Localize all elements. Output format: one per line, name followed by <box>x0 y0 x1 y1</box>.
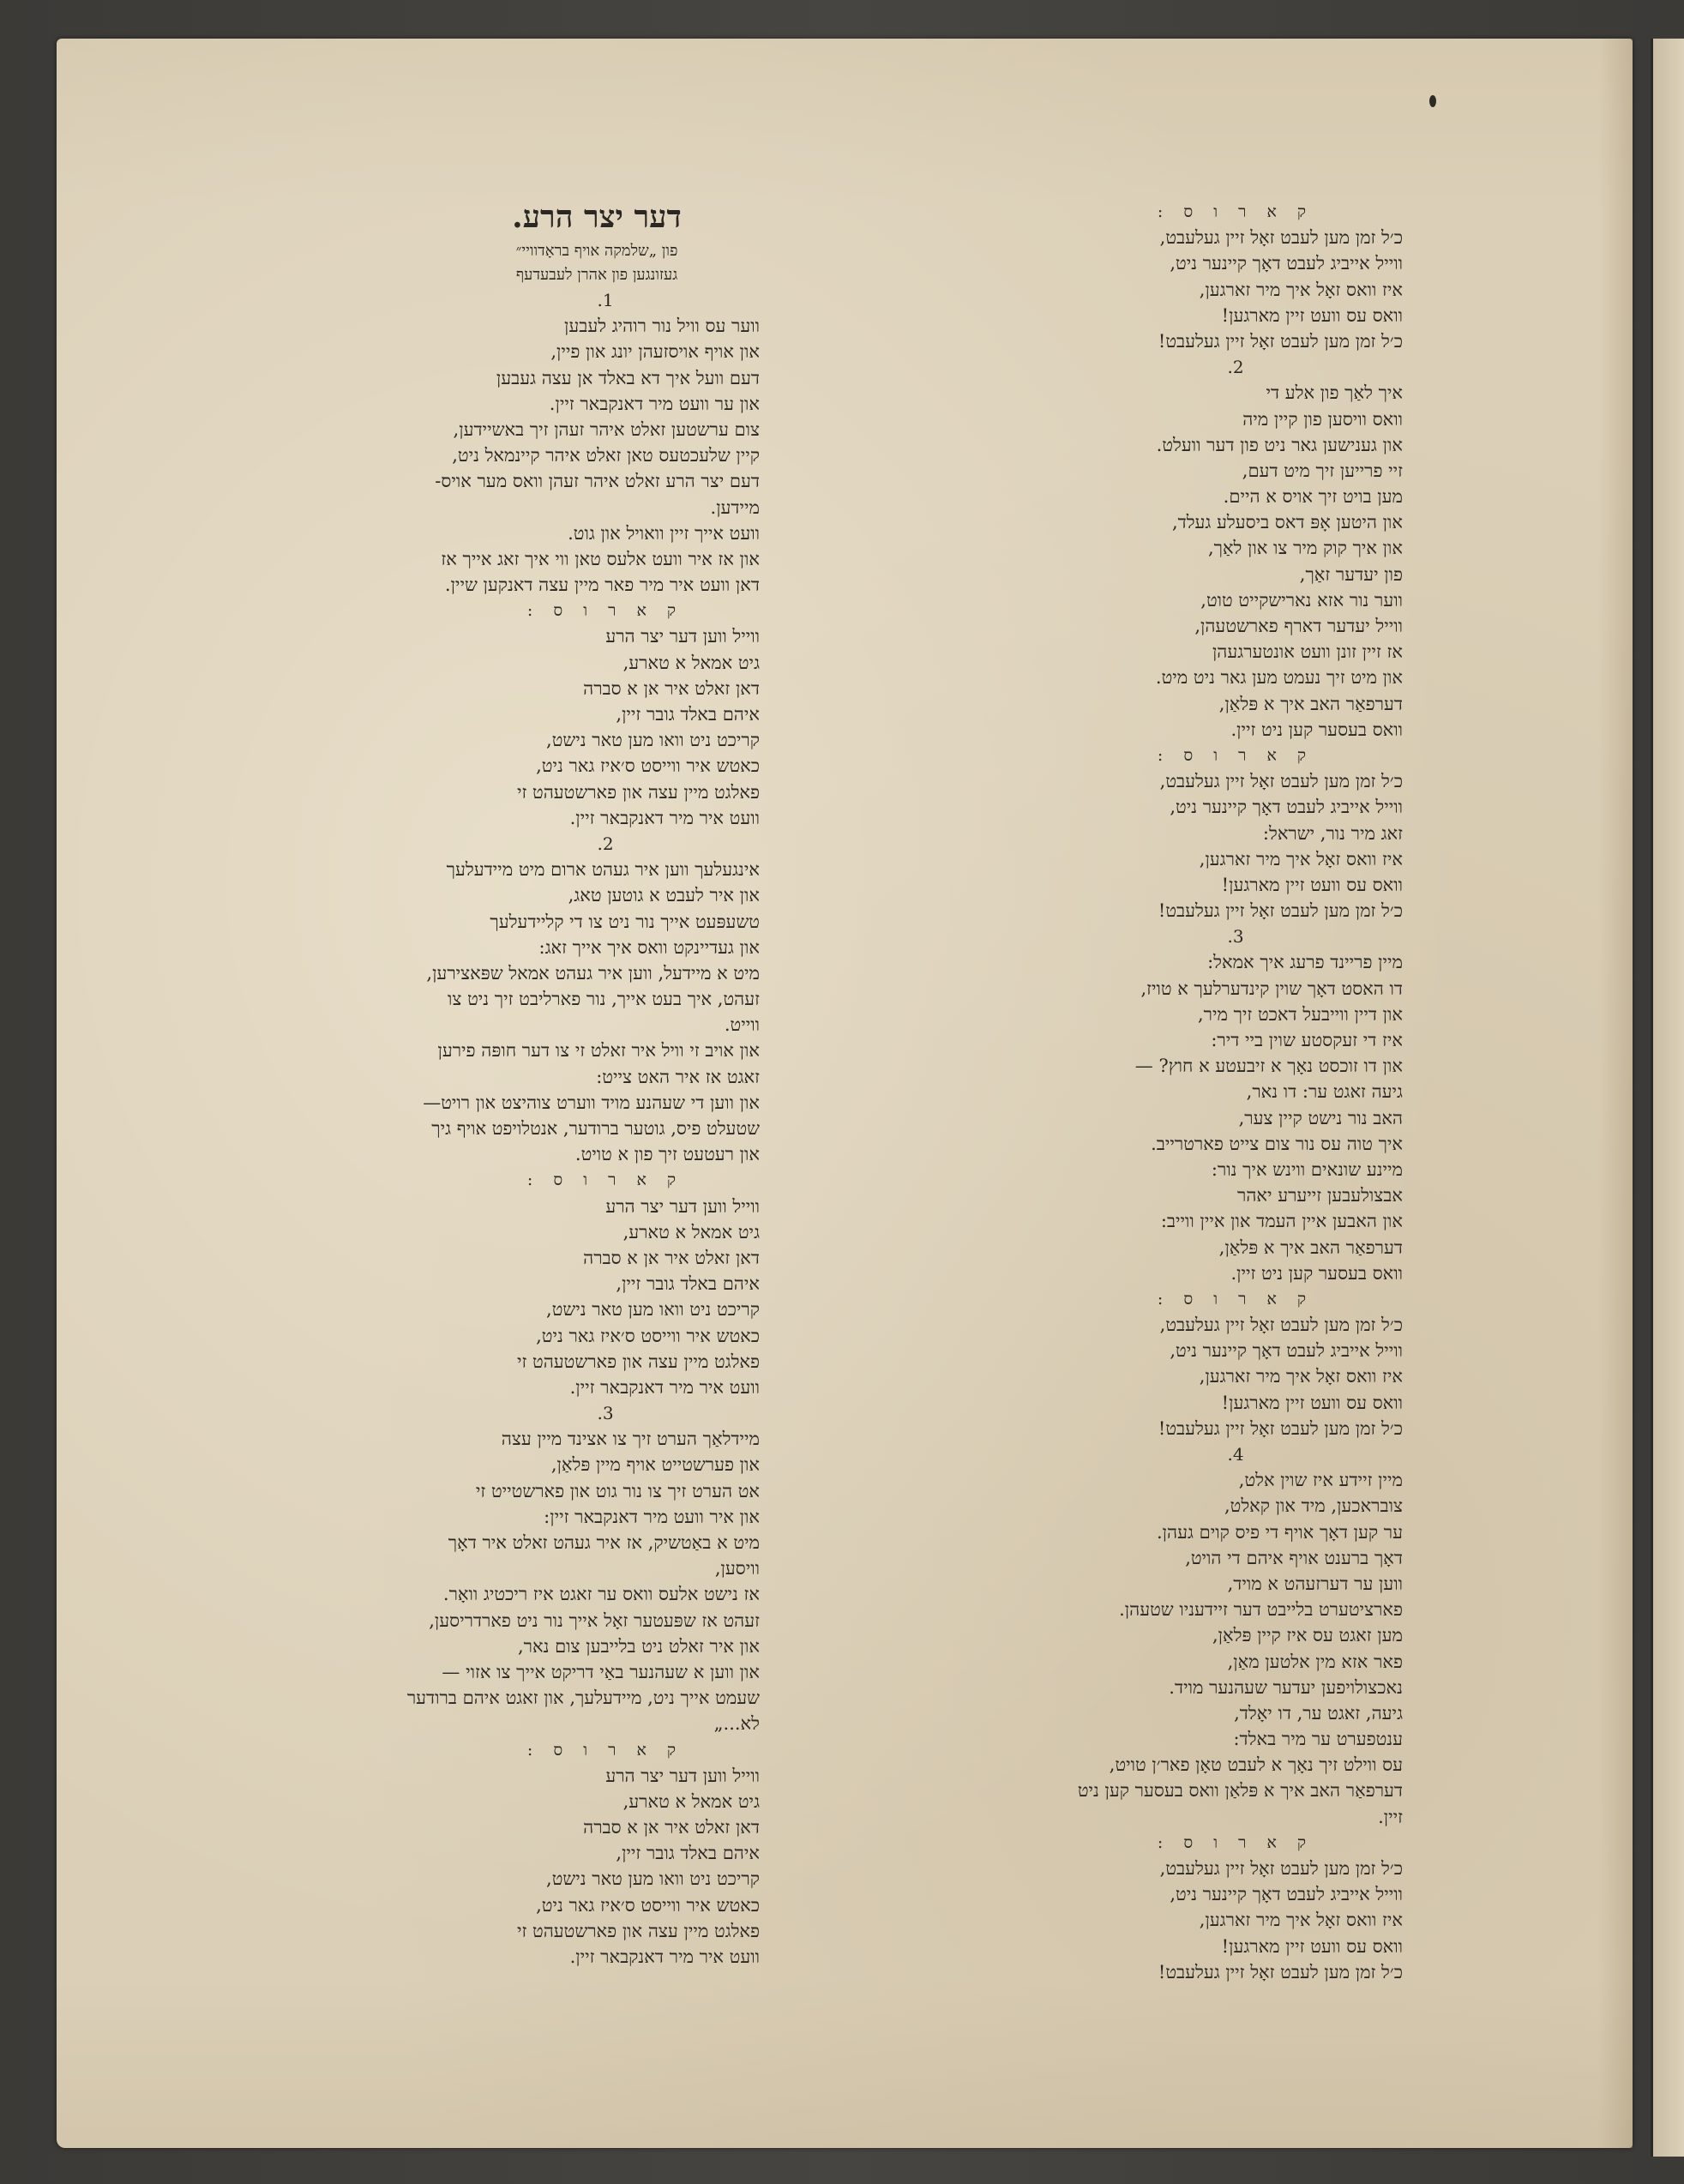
verse-line: כאטש איר ווייסט ס׳איז גאר ניט, <box>536 755 760 777</box>
verse-line: עס ווילט זיך נאָך א לעבט טאָן פאר׳ן טויט, <box>1109 1754 1403 1776</box>
verse-line: וועט איר מיר דאנקבאר זיין. <box>569 1376 760 1398</box>
verse-line: ווען ער דערזעהט א מויד, <box>1227 1573 1403 1594</box>
verse-line: זאג מיר נור, ישראל: <box>1262 822 1403 844</box>
verse-line: דערפאַר האב איך א פּלאַן וואס בעסער קען ניט <box>1077 1780 1403 1802</box>
verse-line: דאן זאלט איר אן א סברה <box>583 677 760 699</box>
verse-line: דערפאַר האב איך א פּלאַן, <box>1218 1236 1403 1258</box>
verse-line: וואס עס וועט זיין מארגען! <box>1221 1392 1403 1413</box>
chorus-heading: ק א ר ו ס : <box>1157 202 1314 221</box>
verse-line: פאלגט מיין עצה און פארשטעהט זי <box>516 1920 760 1941</box>
verse-line: כ׳ל זמן מען לעבט זאָל זיין געלעבט! <box>1158 1961 1403 1982</box>
verse-line: און האבען איין העמד און איין ווייב: <box>1160 1211 1403 1232</box>
verse-line: מיידלאַך הערט זיך צו אצינד מיין עצה <box>501 1429 760 1450</box>
verse-line: איך טוה עס נור צום צייט פארטרייב. <box>1151 1133 1403 1154</box>
verse-line: איז די זעקסטע שוין ביי דיר: <box>1211 1030 1403 1050</box>
verse-line: וועט איר מיר דאנקבאר זיין. <box>569 1946 760 1967</box>
verse-line: גיט אמאל א טארע, <box>622 1790 760 1812</box>
verse-line: כ׳ל זמן מען לעבט זאָל זיין געלעבט, <box>1159 1315 1403 1336</box>
verse-line: און פערשטייט אויף מיין פּלאַן, <box>550 1454 760 1476</box>
verse-line: אט הערט זיך צו נור גוט און פארשטייט זי <box>475 1480 760 1501</box>
verse-line: ווייל אייביג לעבט דאָך קיינער ניט, <box>1170 1340 1403 1362</box>
verse-line: מען זאגט עס איז קיין פּלאַן, <box>1212 1625 1403 1646</box>
verse-line: גיט אמאל א טארע, <box>622 652 760 673</box>
verse-line: פאלגט מיין עצה און פארשטעהט זי <box>516 781 760 803</box>
verse-line: זעהט, איך בעט אייך, נור פארליבט זיך ניט צו <box>448 989 760 1010</box>
verse-line: ווייל ווען דער יצר הרע <box>605 1765 760 1786</box>
verse-line: דערפאַר האב איך א פּלאַן, <box>1218 693 1403 714</box>
verse-line: כאטש איר ווייסט ס׳איז גאר ניט, <box>536 1894 760 1916</box>
verse-line: וואס בעסער קען ניט זיין. <box>1230 1262 1403 1284</box>
verse-line: קיין שלעכטעס טאן זאלט איהר קיינמאל ניט, <box>452 445 760 466</box>
verse-line: איהם באלד גובר זיין, <box>616 1843 760 1864</box>
verse-line: וואס עס וועט זיין מארגען! <box>1221 1935 1403 1957</box>
verse-line: כ׳ל זמן מען לעבט זאָל זיין געלעבט, <box>1159 227 1403 249</box>
chorus-heading: ק א ר ו ס : <box>1157 745 1314 765</box>
verse-line: אינגעלעך ווען איר געהט ארום מיט מיידעלעך <box>446 859 760 881</box>
verse-line: ווייל יעדער דארף פארשטעהן, <box>1194 616 1403 636</box>
verse-line: און איך קוק מיר צו און לאַך, <box>1207 538 1403 559</box>
verse-line: פאר אזא מין אלטען מאַן, <box>1227 1651 1403 1672</box>
verse-line: איז וואס זאָל איך מיר זארגען, <box>1199 279 1403 300</box>
page-hole-mark <box>1429 95 1436 107</box>
verse-line: קריכט ניט וואו מען טאר נישט, <box>546 730 760 751</box>
verse-line: וועט איר מיר דאנקבאר זיין. <box>569 807 760 828</box>
verse-line: צובראכען, מיד און קאלט, <box>1224 1495 1403 1517</box>
verse-line: איז וואס זאָל איך מיר זארגען, <box>1199 848 1403 869</box>
verse-line: שטעלט פיס, גוטער ברודער, אנטלויפט אויף גיך <box>431 1118 760 1139</box>
verse-line: דו האסט דאָך שוין קינדערלעך א טויז, <box>1140 978 1403 999</box>
verse-line: און ווען די שעהנע מויד ווערט צוהיצט און רויט— <box>423 1092 760 1113</box>
verse-line: לא...„ <box>713 1713 760 1735</box>
verse-line: און אויף אויסזעהן יונג און פיין, <box>550 341 760 363</box>
verse-line: וואס עס וועט זיין מארגען! <box>1221 304 1403 326</box>
verse-line: אז זיין זונן וועט אונטערגעהן <box>1212 641 1403 663</box>
verse-line: דעם וועל איך דא באלד אן עצה געבען <box>496 367 760 388</box>
verse-line: און דו זוכסט נאָך א זיבעטע א חוץ? — <box>1134 1056 1403 1077</box>
verse-line: קריכט ניט וואו מען טאר נישט, <box>546 1868 760 1890</box>
verse-line: דאן זאלט איר אן א סברה <box>583 1247 760 1268</box>
verse-line: דאן וועט איר מיר פאר מיין עצה דאנקען שיין. <box>444 575 760 596</box>
verse-line: מיט א מיידעל, ווען איר געהט אמאל שפּאצירען, <box>426 962 760 984</box>
chorus-heading: ק א ר ו ס : <box>526 601 684 621</box>
verse-line: מען בויט זיך אויס א היים. <box>1223 486 1403 508</box>
verse-line: אבצולעבען זייערע יאהר <box>1237 1185 1403 1206</box>
verse-line: מיין זיידע איז שוין אלט, <box>1238 1470 1403 1491</box>
verse-line: גיעה, זאגט ער, דו יאָלד, <box>1234 1702 1403 1724</box>
verse-line: און מיט זיך נעמט מען גאר ניט מיט. <box>1155 667 1403 689</box>
left-column-body <box>400 287 760 1970</box>
verse-line: און גענישען גאר ניט פון דער וועלט. <box>1156 434 1403 455</box>
verse-line: ווייל אייביג לעבט דאָך קיינער ניט, <box>1170 1884 1403 1905</box>
verse-line: און ער וועט מיר דאנקבאר זיין. <box>549 393 760 414</box>
verse-line: וויסען, <box>714 1558 760 1579</box>
chorus-heading: ק א ר ו ס : <box>526 1170 684 1190</box>
verse-line: זיי פרייען זיך מיט דעם, <box>1242 460 1403 481</box>
verse-number: 3. <box>597 1403 614 1424</box>
verse-line: איהם באלד גובר זיין, <box>616 1273 760 1295</box>
verse-line: און אויב זי וויל איר זאלט זי צו דער חופּה פירען <box>437 1040 760 1062</box>
verse-line: צום ערשטען זאלט איהר זעהן זיך באשיידען, <box>453 418 760 440</box>
verse-line: וואס וויסען פון קיין מיה <box>1242 408 1403 430</box>
verse-line: דאָך ברענט אויף איהם די הויט, <box>1185 1547 1403 1568</box>
right-column <box>1017 199 1403 1985</box>
verse-line: מיט א באַטשיק, אז איר געהט זאלט איר דאָך <box>448 1532 760 1553</box>
verse-number: 2. <box>1227 357 1244 378</box>
verse-line: וואס בעסער קען ניט זיין. <box>1230 719 1403 740</box>
verse-number: 4. <box>1227 1444 1244 1465</box>
verse-line: ווער נור אזא נארישקייט טוט, <box>1200 589 1403 611</box>
verse-line: דעם יצר הרע זאלט איהר זעהן וואס מער אויס- <box>435 471 760 492</box>
verse-line: און היטען אָפּ דאס ביסעלע געלד, <box>1171 512 1403 533</box>
verse-line: איך לאַך פון אלע די <box>1266 382 1403 404</box>
verse-line: איהם באלד גובר זיין, <box>616 704 760 725</box>
verse-line: ווער עס וויל נור רוהיג לעבען <box>563 316 760 337</box>
verse-line: כ׳ל זמן מען לעבט זאָל זיין געלעבט! <box>1158 330 1403 352</box>
left-column <box>400 195 760 1970</box>
verse-line: כ׳ל זמן מען לעבט זאָל זיין געלעבט, <box>1159 1858 1403 1879</box>
chorus-heading: ק א ר ו ס : <box>1157 1832 1314 1852</box>
verse-line: אז נישט אלעס וואס ער זאגט איז ריכטיג וואָר. <box>442 1584 760 1605</box>
verse-number: 3. <box>1227 926 1244 948</box>
verse-line: זאגט אז איר האט צייט: <box>596 1066 760 1087</box>
verse-line: וואס עס וועט זיין מארגען! <box>1221 874 1403 895</box>
verse-line: ווייל אייביג לעבט דאָך קיינער ניט, <box>1170 253 1403 274</box>
verse-line: ווייל ווען דער יצר הרע <box>605 626 760 647</box>
verse-line: און איר זאלט ניט בלייבען צום נאר, <box>517 1635 760 1657</box>
verse-line: נאכצולויפען יעדער שעהנער מויד. <box>1169 1676 1403 1698</box>
verse-number: 1. <box>597 290 614 310</box>
verse-line: כ׳ל זמן מען לעבט זאָל זיין געלעבט! <box>1158 1417 1403 1439</box>
verse-line: כ׳ל זמן מען לעבט זאָל זיין געלעבט! <box>1158 900 1403 922</box>
verse-line: מיינע שונאים ווינש איך נור: <box>1211 1158 1403 1180</box>
verse-line: מיידען. <box>710 496 760 518</box>
verse-line: זעהט אז שפּעטער זאָל אייך נור ניט פארדריסען, <box>429 1609 760 1631</box>
verse-line: פאלגט מיין עצה און פארשטעהט זי <box>516 1351 760 1372</box>
verse-line: און איר לעבט א גוטען טאג, <box>568 885 760 906</box>
verse-line: און איר וועט מיר דאנקבאר זיין: <box>544 1506 760 1527</box>
verse-line: זיין. <box>1378 1806 1403 1827</box>
verse-line: האב נור נישט קיין צער, <box>1238 1107 1403 1128</box>
verse-line: פון יעדער זאַך, <box>1299 563 1403 585</box>
article-subtitle-credit: געזונגען פון אהרן לעבעדעף <box>515 266 678 284</box>
article-subtitle-source: פון „שלמקה אויף בראָדוויי״ <box>515 242 678 260</box>
chorus-heading: ק א ר ו ס : <box>526 1740 684 1760</box>
verse-line: ווייל אייביג לעבט דאָך קיינער ניט, <box>1170 797 1403 818</box>
verse-line: דאן זאלט איר אן א סברה <box>583 1817 760 1838</box>
verse-line: און געדיינקט וואס איך אייך זאג: <box>538 936 760 958</box>
verse-line: גיעה זאגט ער: דו נאר, <box>1246 1081 1403 1103</box>
verse-line: ווייט. <box>724 1014 760 1036</box>
verse-line: קריכט ניט וואו מען טאר נישט, <box>546 1299 760 1321</box>
verse-line: ווייל ווען דער יצר הרע <box>605 1195 760 1217</box>
verse-line: מיין פריינד פרעג איך אמאל: <box>1207 952 1403 973</box>
verse-line: און אז איר וועט אלעס טאן ווי איך זאג אייך אז <box>441 548 760 569</box>
verse-line: איז וואס זאָל איך מיר זארגען, <box>1199 1366 1403 1387</box>
verse-number: 2. <box>597 833 614 854</box>
verse-line: גיט אמאל א טארע, <box>622 1221 760 1242</box>
verse-line: און רעטעט זיך פון א טויט. <box>574 1144 760 1165</box>
adjacent-page-edge <box>1651 39 1684 2157</box>
verse-line: פארציטערט בלייבט דער זיידעניו שטעהן. <box>1119 1599 1403 1621</box>
verse-line: כ׳ל זמן מען לעבט זאָל זיין געלעבט, <box>1159 771 1403 792</box>
verse-line: וועט אייך זיין וואויל און גוט. <box>568 522 760 544</box>
verse-line: און ווען א שעהנער באַי דריקט אייך צו אזוי — <box>442 1661 760 1682</box>
verse-line: און דיין ווייבעל דאכט זיך מיר, <box>1197 1003 1403 1025</box>
verse-line: טשעפּעט אייך נור ניט צו די קליידעלעך <box>490 911 760 932</box>
article-title: דער יצר הרע. <box>512 199 682 235</box>
verse-line: ער קען דאָך אויף די פיס קוים געהן. <box>1157 1521 1403 1543</box>
document-page <box>57 39 1633 2148</box>
verse-line: איז וואס זאָל איך מיר זארגען, <box>1199 1910 1403 1931</box>
verse-line: שעמט אייך ניט, מיידעלעך, און זאגט איהם ברודער <box>406 1688 760 1709</box>
chorus-heading: ק א ר ו ס : <box>1157 1289 1314 1309</box>
verse-line: ענטפערט ער מיר באלד: <box>1233 1729 1403 1750</box>
verse-line: כאטש איר ווייסט ס׳איז גאר ניט, <box>536 1325 760 1346</box>
